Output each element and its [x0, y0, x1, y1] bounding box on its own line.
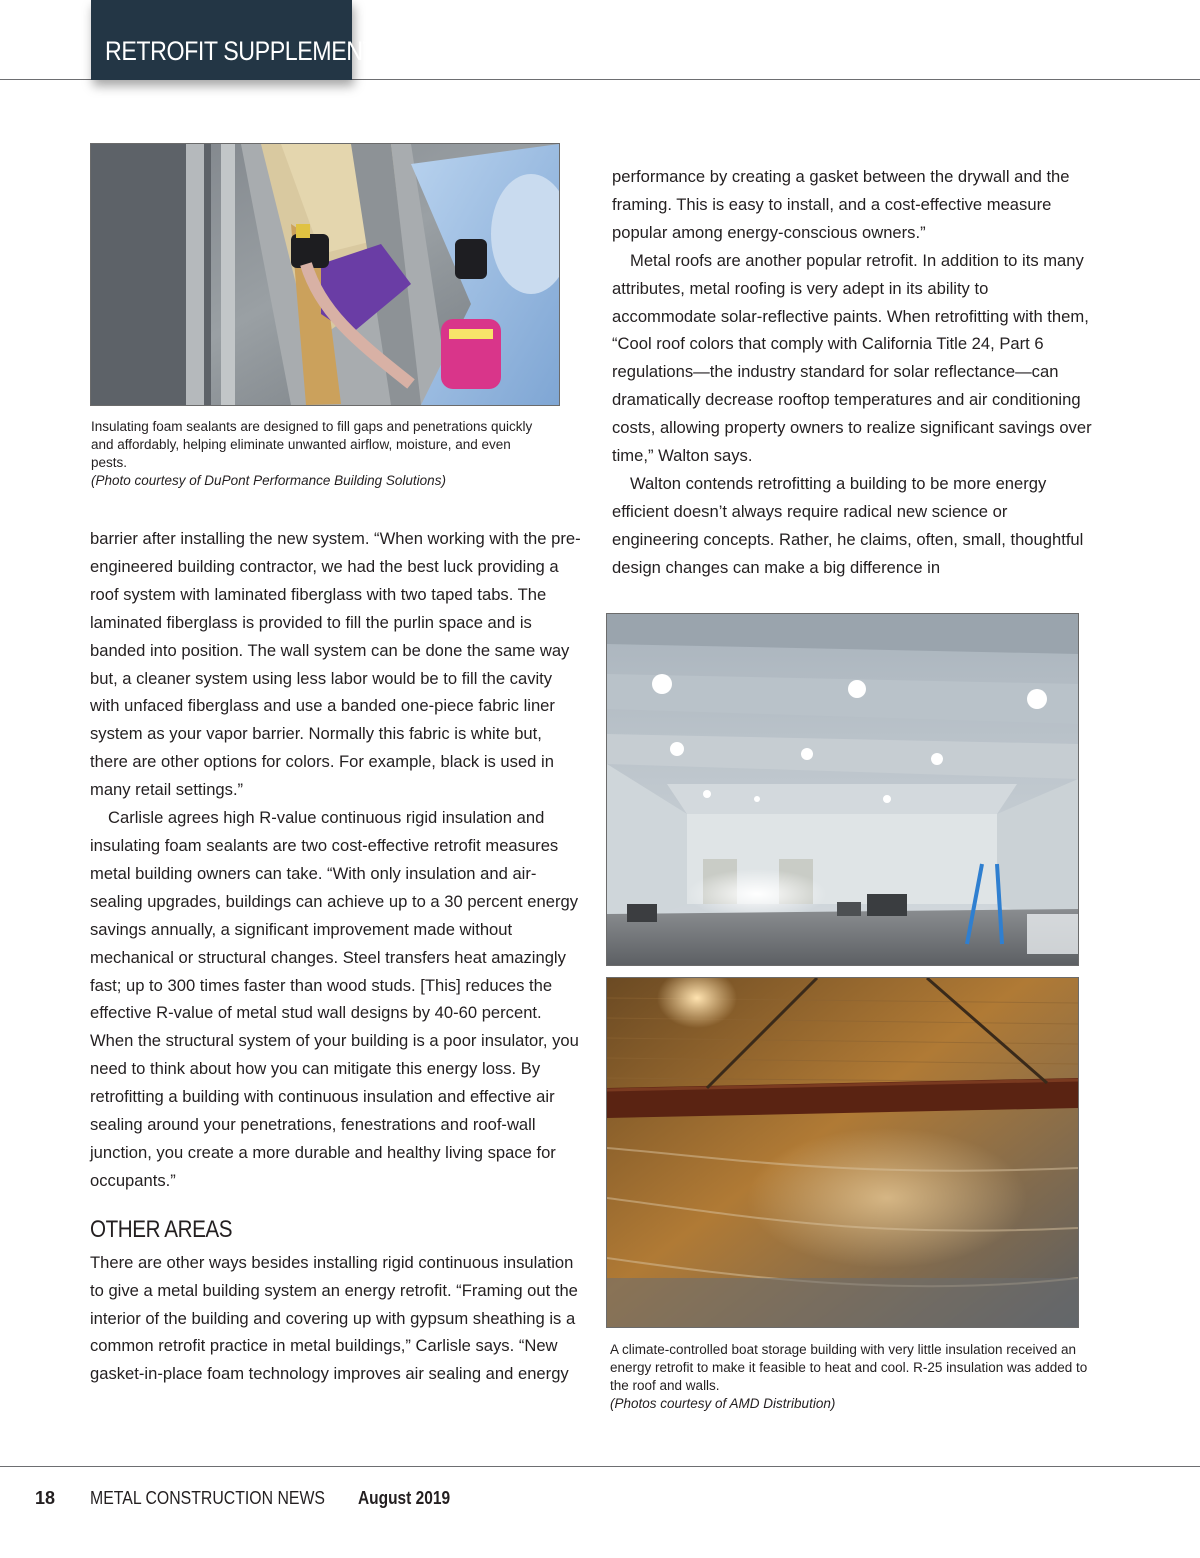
page-footer	[0, 1488, 1200, 1518]
caption-text: A climate-controlled boat storage building with very little insulation received an energy retrofit to make it feasible to heat and cool. R-25 insulation was added to the roof and walls.	[610, 1342, 1088, 1393]
footer-divider	[0, 1466, 1200, 1467]
photo-credit: (Photos courtesy of AMD Distribution)	[610, 1396, 836, 1411]
page-number: 18	[35, 1488, 56, 1508]
publication-name: METAL CONSTRUCTION NEWS	[90, 1488, 325, 1508]
foam-photo-caption	[91, 418, 536, 490]
article-paragraph: barrier after installing the new system. “When working with the pre-engineered building contractor, we had the best luck providing a roof system with laminated fiberglass with two taped tabs. The laminated fiberglass is provided to fill the purlin space and is banded into position. The wall system can be done the same way but, a cleaner system using less labor would be to fill the cavity with unfaced fiberglass and use a banded one-piece fabric liner system as your vapor barrier. Normally this fabric is white but, there are other options for colors. For example, black is used in many retail settings.”	[90, 529, 581, 800]
article-paragraph: Carlisle agrees high R-value continuous rigid insulation and insulating foam sealants are two cost-effective retrofit measures metal building owners can take. “With only insulation and air-sealing upgrades, buildings can achieve up to a 30 percent energy savings annually, a significant improvement made without mechanical or structural changes. Steel transfers heat amazingly fast; up to 300 times faster than wood studs. [This] reduces the effective R-value of metal stud wall designs by 40-60 percent. When the structural system of your building is a poor insulator, you need to think about how you can mitigate this energy loss. By retrofitting a building with continuous insulation and effective air sealing around your penetrations, fenestrations and roof-wall junction, you create a more durable and healthy living space for occupants.”	[90, 808, 579, 1190]
caption-text: Insulating foam sealants are designed to fill gaps and penetrations quickly and affordably, helping eliminate unwanted airflow, moisture, and even pests.	[91, 419, 533, 470]
article-paragraph: Metal roofs are another popular retrofit. In addition to its many attributes, metal roofing is very adept in its ability to accommodate solar-reflective paints. When retrofitting with them, “Cool roof colors that comply with California Title 24, Part 6 regulations—the industry standard for solar reflectance—can dramatically decrease rooftop temperatures and air conditioning costs, allowing property owners to realize significant savings over time,” Walton says.	[612, 250, 1092, 466]
section-heading: OTHER AREAS	[90, 1215, 233, 1243]
article-paragraph: Walton contends retrofitting a building to be more energy efficient doesn’t always require radical new science or engineering concepts. Rather, he claims, often, small, thoughtful design changes can make a big difference in	[612, 473, 1084, 577]
article-paragraph: performance by creating a gasket between the drywall and the framing. This is easy to install, and a cost-effective measure popular among energy-conscious owners.”	[612, 167, 1070, 242]
foam-sealant-photo	[90, 143, 560, 406]
photo-credit: (Photo courtesy of DuPont Performance Building Solutions)	[91, 473, 446, 488]
roof-insulation-photo	[606, 977, 1079, 1328]
issue-date: August 2019	[358, 1488, 451, 1508]
section-label: RETROFIT SUPPLEMENT	[105, 36, 377, 66]
article-right-column	[612, 163, 1094, 582]
section-tab	[91, 0, 377, 80]
boat-storage-caption	[610, 1341, 1100, 1413]
boat-storage-interior-photo	[606, 613, 1079, 966]
article-left-column	[90, 525, 584, 1388]
article-paragraph: There are other ways besides installing rigid continuous insulation to give a metal building system an energy retrofit. “Framing out the interior of the building and covering up with gypsum sheathing is a common retrofit practice in metal buildings,” Carlisle says. “New gasket-in-place foam technology improves air sealing and energy	[90, 1252, 578, 1384]
